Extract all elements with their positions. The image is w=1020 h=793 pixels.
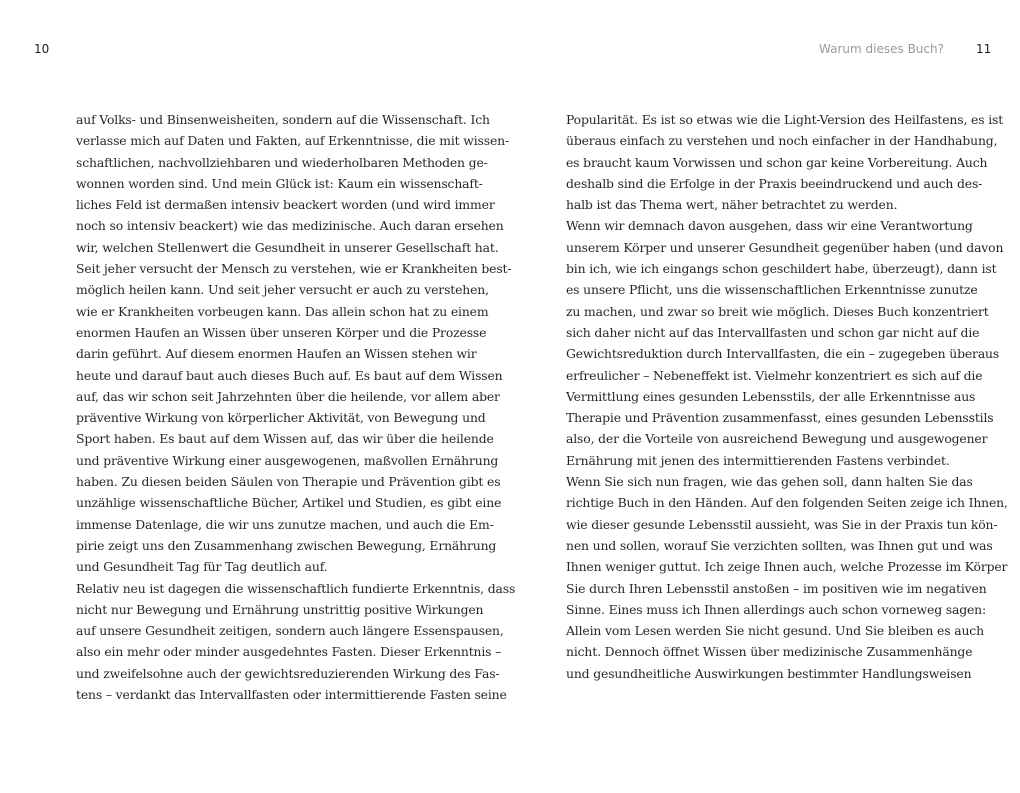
- text-line: sich daher nicht auf das Intervallfasten und schon gar nicht auf die: [566, 324, 980, 340]
- text-line: Sport haben. Es baut auf dem Wissen auf, das wir über die heilende: [76, 431, 494, 447]
- text-line: es unsere Pflicht, uns die wissenschaftlichen Erkenntnisse zunutze: [566, 282, 978, 298]
- text-line: präventive Wirkung von körperlicher Aktivität, von Bewegung und: [76, 410, 486, 426]
- text-line: möglich heilen kann. Und seit jeher versucht er auch zu verstehen,: [76, 282, 489, 298]
- text-line: pirie zeigt uns den Zusammenhang zwischen Bewegung, Ernährung: [76, 537, 497, 553]
- text-line: und präventive Wirkung einer ausgewogenen, maßvollen Ernährung: [76, 452, 499, 468]
- text-line: enormen Haufen an Wissen über unseren Körper und die Prozesse: [76, 324, 487, 340]
- text-line: nicht nur Bewegung und Ernährung unstrittig positive Wirkungen: [76, 601, 484, 617]
- text-line: erfreulicher – Nebeneffekt ist. Vielmehr konzentriert es sich auf die: [566, 367, 983, 383]
- text-line: bin ich, wie ich eingangs schon geschildert habe, überzeugt), dann ist: [566, 261, 997, 277]
- text-line: auf unsere Gesundheit zeitigen, sondern auch längere Essenspausen,: [76, 623, 504, 639]
- text-line: Vermittlung eines gesunden Lebensstils, der alle Erkenntnisse aus: [566, 388, 976, 404]
- text-line: verlasse mich auf Daten und Fakten, auf Erkenntnisse, die mit wissen-: [76, 133, 510, 149]
- text-line: Relativ neu ist dagegen die wissenschaftlich fundierte Erkenntnis, dass: [76, 580, 516, 596]
- text-line: überaus einfach zu verstehen und noch einfacher in der Handhabung,: [566, 133, 998, 149]
- text-line: tens – verdankt das Intervallfasten oder intermittierende Fasten seine: [76, 687, 507, 703]
- text-line: Sie durch Ihren Lebensstil anstoßen – im positiven wie im negativen: [566, 580, 987, 596]
- text-line: Wenn Sie sich nun fragen, wie das gehen soll, dann halten Sie das: [566, 474, 973, 490]
- running-head: Warum dieses Buch?: [819, 42, 944, 56]
- text-line: also ein mehr oder minder ausgedehntes Fasten. Dieser Erkenntnis –: [76, 644, 502, 660]
- text-line: wie dieser gesunde Lebensstil aussieht, was Sie in der Praxis tun kön-: [566, 516, 998, 532]
- text-line: unzählige wissenschaftliche Bücher, Artikel und Studien, es gibt eine: [76, 495, 502, 511]
- text-line: darin geführt. Auf diesem enormen Haufen an Wissen stehen wir: [76, 346, 477, 362]
- text-line: noch so intensiv beackert) wie das medizinische. Auch daran ersehen: [76, 218, 504, 234]
- right-page-text: [566, 109, 1008, 684]
- text-line: schaftlichen, nachvollziehbaren und wiederholbaren Methoden ge-: [76, 154, 488, 170]
- text-line: Allein vom Lesen werden Sie nicht gesund. Und Sie bleiben es auch: [566, 623, 984, 639]
- text-line: und Gesundheit Tag für Tag deutlich auf.: [76, 559, 328, 575]
- text-line: Popularität. Es ist so etwas wie die Light-Version des Heilfastens, es ist: [566, 112, 1004, 127]
- left-page-text: [76, 109, 516, 705]
- text-line: richtige Buch in den Händen. Auf den folgenden Seiten zeige ich Ihnen,: [566, 495, 1008, 511]
- text-line: Ihnen weniger guttut. Ich zeige Ihnen auch, welche Prozesse im Körper: [566, 559, 1008, 575]
- text-line: deshalb sind die Erfolge in der Praxis beeindruckend und auch des-: [566, 175, 983, 191]
- text-line: haben. Zu diesen beiden Säulen von Therapie und Prävention gibt es: [76, 474, 501, 490]
- text-line: unserem Körper und unserer Gesundheit gegenüber haben (und davon: [566, 239, 1004, 255]
- text-line: liches Feld ist dermaßen intensiv beackert worden (und wird immer: [76, 197, 495, 213]
- text-line: es braucht kaum Vorwissen und schon gar keine Vorbereitung. Auch: [566, 154, 988, 170]
- text-line: und zweifelsohne auch der gewichtsreduzierenden Wirkung des Fas-: [76, 665, 500, 681]
- text-line: auf Volks- und Binsenweisheiten, sondern auf die Wissenschaft. Ich: [76, 112, 490, 127]
- text-line: wie er Krankheiten vorbeugen kann. Das allein schon hat zu einem: [76, 303, 489, 319]
- page-number-right: 11: [976, 42, 992, 56]
- page-number-left: 10: [34, 42, 50, 56]
- text-line: auf, das wir schon seit Jahrzehnten über die heilende, vor allem aber: [76, 388, 500, 404]
- text-line: und gesundheitliche Auswirkungen bestimmter Handlungsweisen: [566, 665, 972, 681]
- text-line: Ernährung mit jenen des intermittierenden Fastens verbindet.: [566, 452, 950, 468]
- text-line: immense Datenlage, die wir uns zunutze machen, und auch die Em-: [76, 516, 494, 532]
- text-line: zu machen, und zwar so breit wie möglich. Dieses Buch konzentriert: [566, 303, 989, 319]
- text-line: Sinne. Eines muss ich Ihnen allerdings auch schon vorneweg sagen:: [566, 601, 987, 617]
- text-line: wir, welchen Stellenwert die Gesundheit in unserer Gesellschaft hat.: [76, 239, 499, 255]
- text-line: also, der die Vorteile von ausreichend Bewegung und ausgewogener: [566, 431, 988, 447]
- text-line: halb ist das Thema wert, näher betrachtet zu werden.: [566, 197, 898, 213]
- text-line: nicht. Dennoch öffnet Wissen über medizinische Zusammenhänge: [566, 644, 973, 660]
- text-line: heute und darauf baut auch dieses Buch auf. Es baut auf dem Wissen: [76, 367, 503, 383]
- text-line: wonnen worden sind. Und mein Glück ist: Kaum ein wissenschaft-: [76, 175, 483, 191]
- text-line: Wenn wir demnach davon ausgehen, dass wir eine Verantwortung: [566, 218, 973, 234]
- text-line: Therapie und Prävention zusammenfasst, eines gesunden Lebensstils: [566, 410, 994, 426]
- text-line: Seit jeher versucht der Mensch zu verstehen, wie er Krankheiten best-: [76, 261, 512, 277]
- text-line: Gewichtsreduktion durch Intervallfasten, die ein – zugegeben überaus: [566, 346, 1000, 362]
- text-line: nen und sollen, worauf Sie verzichten sollten, was Ihnen gut und was: [566, 537, 993, 553]
